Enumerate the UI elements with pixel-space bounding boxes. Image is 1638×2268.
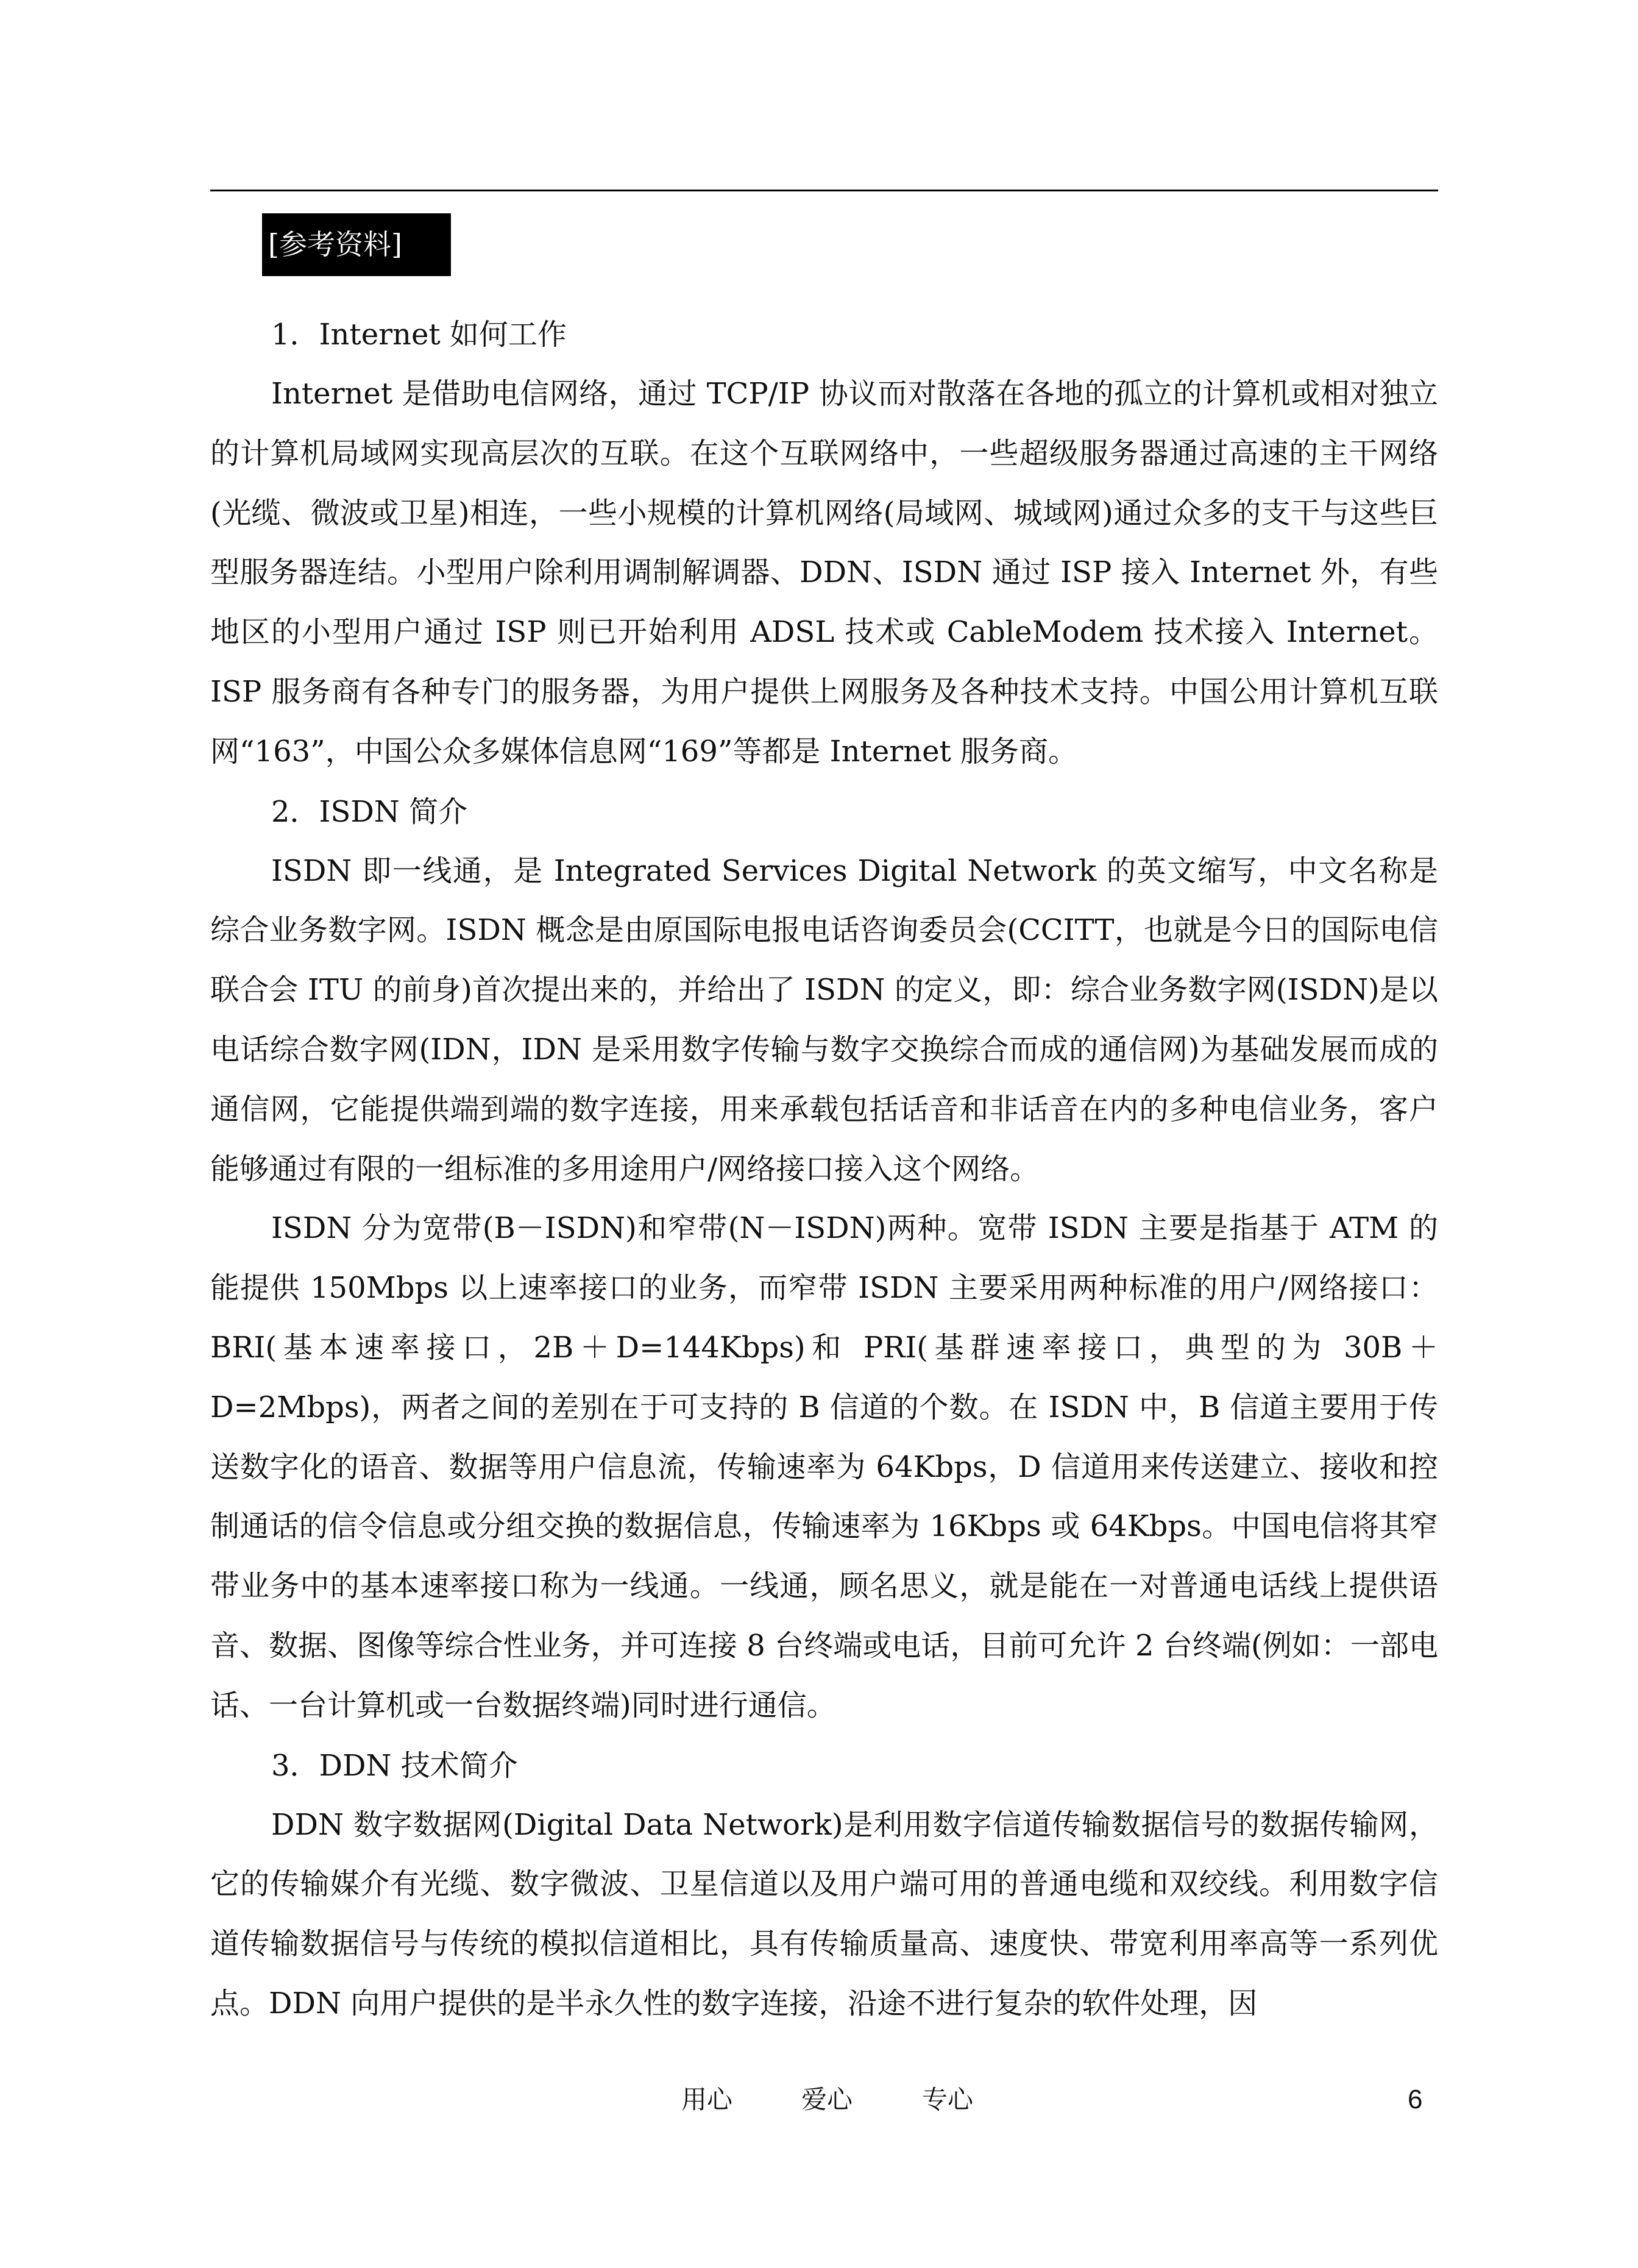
document-body <box>210 305 1438 2034</box>
header-rule <box>210 190 1438 191</box>
reference-label: [参考资料] <box>262 213 451 276</box>
page-number: 6 <box>1408 2085 1423 2114</box>
footer-word-1: 用心 <box>681 2085 733 2114</box>
paragraph-internet: Internet 是借助电信网络，通过 TCP/IP 协议而对散落在各地的孤立的计算机或相对独立的计算机局域网实现高层次的互联。在这个互联网络中，一些超级服务器通过高速的主干网络(光缆、微波或卫星)相连，一些小规模的计算机网络(局域网、城域网)通过众多的支干与这些巨型服务器连结。小型用户除利用调制解调器、DDN、ISDN 通过 ISP 接入 Internet 外，有些地区的小型用户通过 ISP 则已开始利用 ADSL 技术或 CableModem 技术接入 Internet。ISP 服务商有各种专门的服务器，为用户提供上网服务及各种技术支持。中国公用计算机互联网“163”，中国公众多媒体信息网“169”等都是 Internet 服务商。 <box>210 377 1438 769</box>
footer-word-2: 爱心 <box>801 2085 853 2114</box>
paragraph-isdn-types: ISDN 分为宽带(B－ISDN)和窄带(N－ISDN)两种。宽带 ISDN 主要是指基于 ATM 的能提供 150Mbps 以上速率接口的业务，而窄带 ISDN 主要采用两种标准的用户/网络接口：BRI(基本速率接口，2B＋D=144Kbps)和 PRI(基群速率接口，典型的为 30B＋D=2Mbps)，两者之间的差别在于可支持的 B 信道的个数。在 ISDN 中，B 信道主要用于传送数字化的语音、数据等用户信息流，传输速率为 64Kbps，D 信道用来传送建立、接收和控制通话的信令信息或分组交换的数据信息，传输速率为 16Kbps 或 64Kbps。中国电信将其窄带业务中的基本速率接口称为一线通。一线通，顾名思义，就是能在一对普通电话线上提供语音、数据、图像等综合性业务，并可连接 8 台终端或电话，目前可允许 2 台终端(例如：一部电话、一台计算机或一台数据终端)同时进行通信。 <box>210 1211 1438 1722</box>
paragraph-ddn: DDN 数字数据网(Digital Data Network)是利用数字信道传输数据信号的数据传输网，它的传输媒介有光缆、数字微波、卫星信道以及用户端可用的普通电缆和双绞线。利用数字信道传输数据信号与传统的模拟信道相比，具有传输质量高、速度快、带宽利用率高等一系列优点。DDN 向用户提供的是半永久性的数字连接，沿途不进行复杂的软件处理，因 <box>210 1807 1438 2021</box>
paragraph-isdn-definition: ISDN 即一线通，是 Integrated Services Digital Network 的英文缩写，中文名称是综合业务数字网。ISDN 概念是由原国际电报电话咨询委员会(CCITT，也就是今日的国际电信联合会 ITU 的前身)首次提出来的，并给出了 ISDN 的定义，即：综合业务数字网(ISDN)是以电话综合数字网(IDN，IDN 是采用数字传输与数字交换综合而成的通信网)为基础发展而成的通信网，它能提供端到端的数字连接，用来承载包括话音和非话音在内的多种电信业务，客户能够通过有限的一组标准的多用途用户/网络接口接入这个网络。 <box>210 853 1438 1186</box>
footer-word-3: 专心 <box>922 2085 974 2114</box>
section-heading-ddn: 3．DDN 技术简介 <box>271 1748 518 1783</box>
section-heading-internet: 1．Internet 如何工作 <box>271 318 567 352</box>
section-heading-isdn: 2．ISDN 简介 <box>271 794 468 829</box>
